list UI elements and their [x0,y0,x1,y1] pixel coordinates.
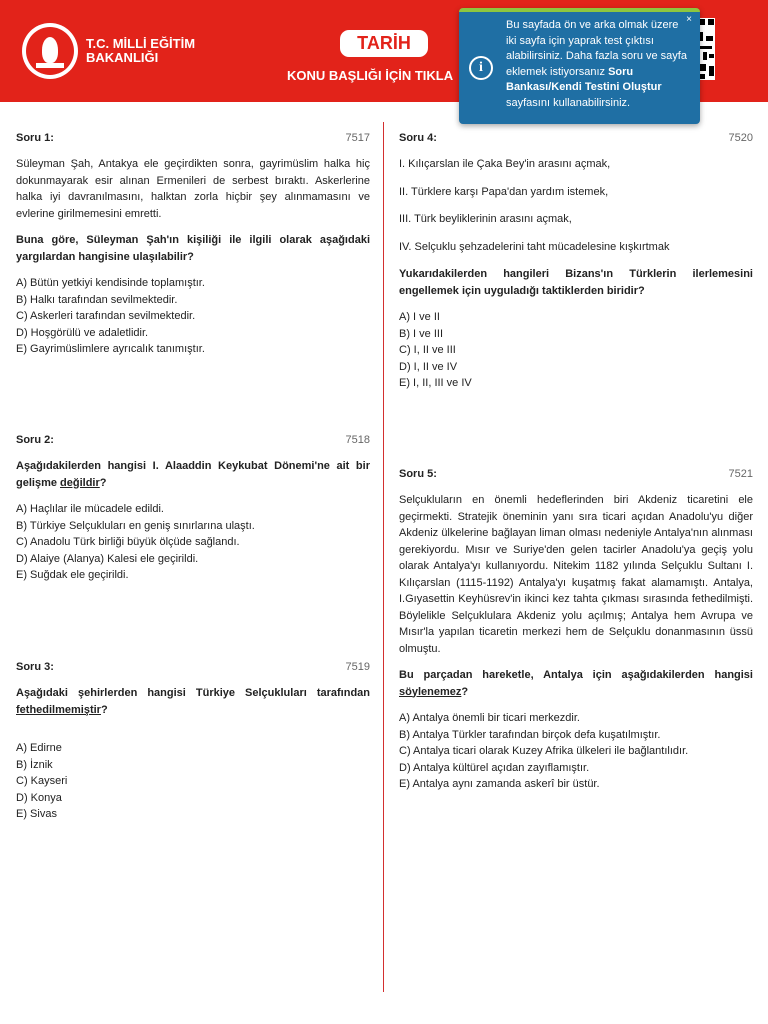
qr-code [698,18,715,80]
question-id: 7519 [345,661,370,673]
question-id: 7518 [345,434,370,446]
subject-badge: TARİH [340,30,428,57]
option: E) Suğdak ele geçirildi. [16,569,129,581]
question-4 [399,130,753,392]
tooltip-text: Bu sayfada ön ve arka olmak üzere iki sayfa için yaprak test çıktısı alabilirsiniz. Daha fazla soru ve sayfa eklemek istiyorsanız Soru Bankası/Kendi Testini Oluştur sayfasını kullanabilirsiniz. [506,19,687,109]
question-stem: Aşağıdakilerden hangisi I. Alaaddin Keykubat Dönemi'ne ait bir gelişme değildir? [16,460,370,489]
column-divider [383,122,384,992]
question-label: Soru 1: [16,132,54,144]
ministry-line1: T.C. MİLLİ EĞİTİM [86,36,196,51]
ministry-name [86,37,195,65]
options-list [16,740,370,823]
close-icon[interactable]: × [686,14,692,25]
option: E) Gayrimüslimlere ayrıcalık tanımıştır. [16,343,205,355]
option: B) Türkiye Selçukluları en geniş sınırlarına ulaştı. [16,519,255,532]
option: D) Antalya kültürel açıdan zayıflamıştır. [399,761,590,774]
question-bank-link[interactable]: Soru Bankası/Kendi Testini Oluştur [506,65,662,93]
option: C) Askerleri tarafından sevilmektedir. [16,310,196,322]
option: C) Antalya ticari olarak Kuzey Afrika ülkeleri ile bağlantılıdır. [399,745,689,757]
page-header [0,0,768,109]
question-2 [16,432,370,584]
question-label: Soru 5: [399,468,437,480]
question-5 [399,466,753,793]
option: A) I ve II [399,311,440,323]
question-label: Soru 4: [399,132,437,144]
option: D) Konya [16,791,62,804]
option: C) I, II ve III [399,344,456,356]
question-id: 7520 [728,132,753,144]
question-1 [16,130,370,358]
question-stem: Buna göre, Süleyman Şah'ın kişiliği ile ilgili olarak aşağıdaki yargılardan hangisine ulaşılabilir? [16,234,370,263]
meb-logo [22,23,78,79]
question-stem: Bu parçadan hareketle, Antalya için aşağıdakilerden hangisi söylenemez? [399,669,753,698]
question-label: Soru 2: [16,434,54,446]
ministry-line2: BAKANLIĞI [86,50,159,65]
option: A) Bütün yetkiyi kendisinde toplamıştır. [16,277,205,289]
option: C) Anadolu Türk birliği büyük ölçüde sağlandı. [16,536,240,548]
options-list [399,710,753,793]
statement: IV. Selçuklu şehzadelerini taht mücadelesine kışkırtmak [399,240,670,253]
question-stem: Aşağıdaki şehirlerden hangisi Türkiye Selçukluları tarafından fethedilmemiştir? [16,687,370,716]
question-id: 7521 [728,468,753,480]
option: C) Kayseri [16,775,68,787]
option: B) Antalya Türkler tarafından birçok defa kuşatılmıştır. [399,728,661,741]
statement: I. Kılıçarslan ile Çaka Bey'in arasını açmak, [399,158,611,170]
option: B) Halkı tarafından sevilmektedir. [16,293,178,306]
statement: II. Türklere karşı Papa'dan yardım istemek, [399,185,609,198]
option: D) Alaiye (Alanya) Kalesi ele geçirildi. [16,552,199,565]
option: D) I, II ve IV [399,360,458,373]
option: D) Hoşgörülü ve adaletlidir. [16,326,149,339]
option: A) Haçlılar ile mücadele edildi. [16,503,164,515]
options-list [16,501,370,584]
option: A) Edirne [16,742,62,754]
topic-link[interactable]: KONU BAŞLIĞI İÇİN TIKLA [287,68,454,83]
info-tooltip [459,8,700,124]
question-id: 7517 [345,132,370,144]
option: B) İznik [16,758,53,771]
info-icon: i [469,56,493,80]
question-passage: Selçukluların en önemli hedeflerinden biri Akdeniz ticaretini ele geçirmekti. Stratejik öneminin yanı sıra ticari açıdan Anadolu'yu diğer Akdeniz ülkelerine bağlayan liman olması nedeniyle Antalya'nın alınması gerekiyordu. Mısır ve Suriye'den gelen tacirler Anadolu'ya geçiş yolu olarak Antalya'yı kullanıyordu. Nitekim 1182 yılında Selçuklu Sultanı I. Kılıçarslan (1115-1192) Antalya'yı kuşatmış fakat alamamıştı. Antalya, I.Gıyasettin Keyhüsrev'in ikinci kez tahta çıkması sırasında fethedilmişti. Böylelikle Selçuklulara Akdeniz yolu açılmış; Antalya hem Avrupa ve Mısır'la yapılan ticaretin merkezi hem de Selçuklu donanmasının üssü olmuştu. [399,494,753,655]
question-label: Soru 3: [16,661,54,673]
option: B) I ve III [399,327,444,340]
option: A) Antalya önemli bir ticari merkezdir. [399,712,580,724]
option: E) I, II, III ve IV [399,377,472,389]
options-list [16,275,370,358]
question-passage: Süleyman Şah, Antakya ele geçirdikten sonra, gayrimüslim halka hiç dokunmayarak esir alınan Ermenileri de serbest bıraktı. Askerlerine halka iyi davranılmasını, halktan zorla hiçbir şey alınmamasını ve evlerine girilmemesini emretti. [16,158,370,220]
options-list [399,309,753,392]
option: E) Sivas [16,808,57,820]
question-3 [16,659,370,823]
statement: III. Türk beyliklerinin arasını açmak, [399,213,572,225]
option: E) Antalya aynı zamanda askerî bir üstür. [399,778,600,790]
question-stem: Yukarıdakilerden hangileri Bizans'ın Türklerin ilerlemesini engellemek için uyguladığı taktiklerden biridir? [399,268,753,297]
